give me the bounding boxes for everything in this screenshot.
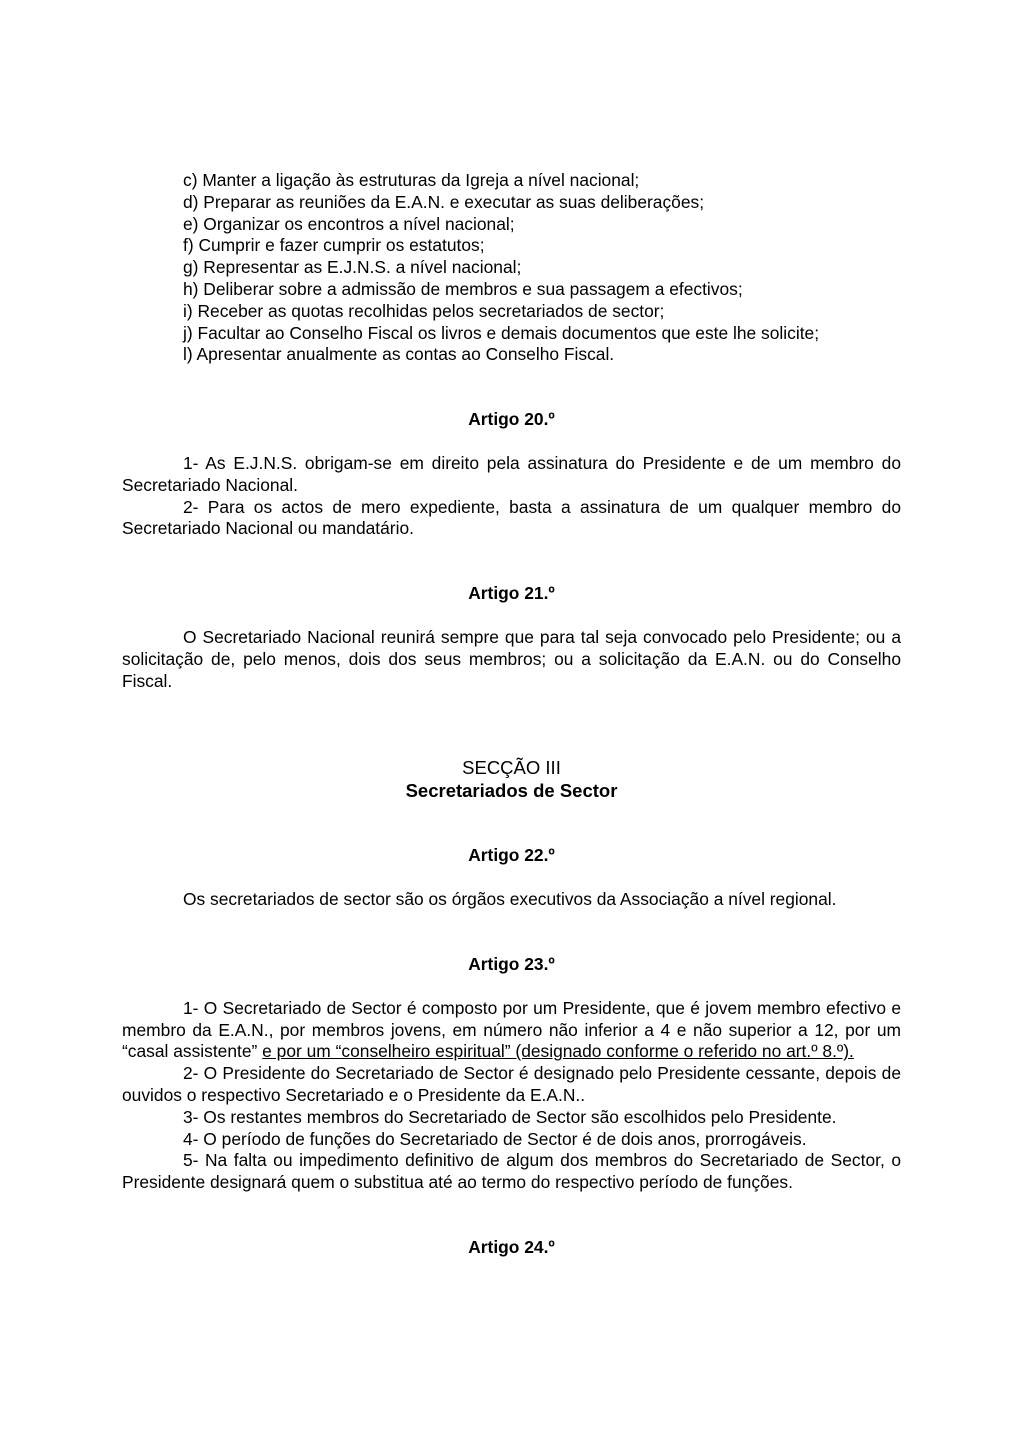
list-item: e) Organizar os encontros a nível nacional; [183,213,515,234]
article-24-heading: Artigo 24.º [468,1236,555,1257]
article-23-paragraph-4: 4- O período de funções do Secretariado de Sector é de dois anos, prorrogáveis. [183,1128,807,1149]
article-21-paragraph-1: O Secretariado Nacional reunirá sempre que para tal seja convocado pelo Presidente; ou a solicitação de, pelo menos, dois dos seus membros; ou a solicitação da E.A.N. ou do Conselho Fiscal. [122,626,901,691]
article-23-paragraph-3: 3- Os restantes membros do Secretariado de Sector são escolhidos pelo Presidente. [183,1106,837,1127]
article-20-heading: Artigo 20.º [468,409,555,430]
article-22-heading: Artigo 22.º [468,845,555,866]
list-item: g) Representar as E.J.N.S. a nível nacional; [183,257,522,278]
list-item: i) Receber as quotas recolhidas pelos secretariados de sector; [183,300,665,321]
article-23-paragraph-2: 2- O Presidente do Secretariado de Sector é designado pelo Presidente cessante, depois de ouvidos o respectivo Secretariado e o Presidente da E.A.N.. [122,1063,901,1105]
document-page [122,170,901,1259]
list-item: h) Deliberar sobre a admissão de membros e sua passagem a efectivos; [183,278,743,299]
competencies-list [122,170,901,366]
list-item: f) Cumprir e fazer cumprir os estatutos; [183,235,485,256]
section-label: SECÇÃO III [462,757,561,779]
article-20-paragraph-1: 1- As E.J.N.S. obrigam-se em direito pela assinatura do Presidente e de um membro do Secretariado Nacional. [122,452,901,495]
article-23-paragraph-1-text: 1- O Secretariado de Sector é composto por um Presidente, que é jovem membro efectivo e membro da E.A.N., por membros jovens, em número não inferior a 4 e não superior a 12, por um “casal assistente” [122,997,901,1062]
section-title: Secretariados de Sector [405,780,618,802]
list-item: d) Preparar as reuniões da E.A.N. e executar as suas deliberações; [183,191,705,212]
list-item: j) Facultar ao Conselho Fiscal os livros e demais documentos que este lhe solicite; [183,322,820,343]
article-23-heading: Artigo 23.º [468,953,555,974]
article-21-heading: Artigo 21.º [468,583,555,604]
article-22-paragraph-1: Os secretariados de sector são os órgãos executivos da Associação a nível regional. [183,889,837,910]
article-23-paragraph-5: 5- Na falta ou impedimento definitivo de algum dos membros do Secretariado de Sector, o Presidente designará quem o substitua até ao termo do respectivo período de funções. [122,1150,901,1193]
article-23-paragraph-1-underlined-text: e por um “conselheiro espiritual” (designado conforme o referido no art.º 8.º). [262,1041,854,1062]
list-item: l) Apresentar anualmente as contas ao Conselho Fiscal. [183,344,615,365]
list-item: c) Manter a ligação às estruturas da Igreja a nível nacional; [183,170,640,190]
article-20-paragraph-2: 2- Para os actos de mero expediente, basta a assinatura de um qualquer membro do Secretariado Nacional ou mandatário. [122,496,901,539]
article-23-paragraph-1 [122,998,901,1063]
